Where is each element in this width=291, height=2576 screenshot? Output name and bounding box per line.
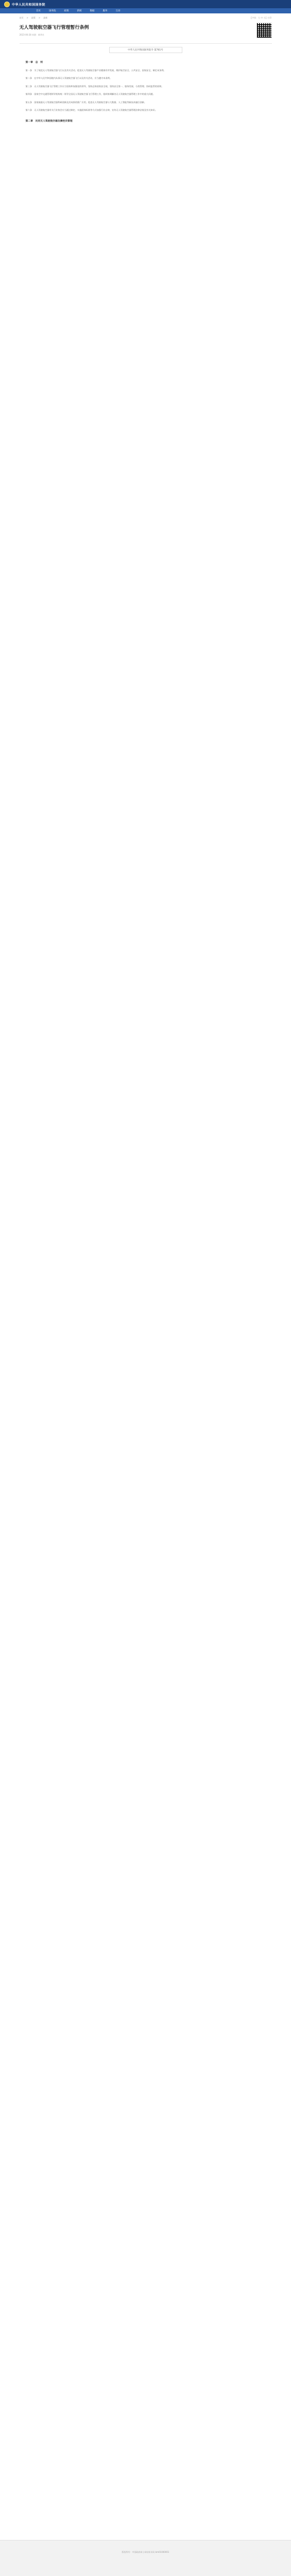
breadcrumb-separator: >: [26, 16, 28, 19]
nav-item-news[interactable]: 新闻: [77, 10, 82, 12]
article-meta: 2023-06-28 来源：新华社: [19, 33, 45, 36]
article-container: [20, 13, 272, 123]
article-paragraph: 第二条 在中华人民共和国境内从事无人驾驶航空器飞行以及有关活动，应当遵守本条例。: [25, 77, 112, 80]
divider: [20, 43, 272, 44]
breadcrumb-separator: >: [38, 16, 41, 19]
chapter-heading: 第一章 总 则: [25, 61, 43, 64]
nav-item-interaction[interactable]: 互动: [115, 10, 121, 12]
breadcrumb-home[interactable]: 首页: [19, 16, 24, 19]
nav-item-state-council[interactable]: 国务院: [49, 10, 56, 12]
page-footer: 版权所有：中国政府网 | 网站标识码 bm01000001: [0, 2540, 291, 2576]
breadcrumb-latest[interactable]: 最新: [43, 16, 48, 19]
nav-item-home[interactable]: 首页: [36, 10, 41, 12]
font-size-controls[interactable]: 【字体：大 中 小】打印: [249, 16, 272, 19]
chapter-heading: 第二章 民用无人驾驶航空器及操控员管理: [25, 120, 73, 123]
site-name[interactable]: 中华人民共和国国务院: [12, 3, 46, 7]
nav-item-policy[interactable]: 政策: [64, 10, 69, 12]
decree-number: 中华人民共和国国务院令 第761号: [109, 47, 182, 53]
main-nav: [0, 8, 291, 13]
national-emblem-icon: [4, 2, 10, 7]
page-title: 无人驾驶航空器飞行管理暂行条例: [19, 25, 89, 30]
top-header: [0, 0, 291, 8]
nav-item-service[interactable]: 服务: [102, 10, 108, 12]
article-paragraph: 第一条 为了规范无人驾驶航空器飞行以及有关活动，促进无人驾驶航空器产业健康有序发展，维护航空安全、公共安全、国家安全，制定本条例。: [25, 69, 166, 72]
article-paragraph: 第四条 国家空中交通管理领导机构统一领导全国无人驾驶航空器飞行管理工作，组织协调解决无人驾驶航空器管理工作中的重大问题。: [25, 93, 155, 96]
article-paragraph: 第六条 无人驾驶航空器有关行业协会应当通过制定、实施团体标准等方式加强行业自律，宣传无人驾驶航空器管理法律法规及有关知识。: [25, 109, 157, 112]
breadcrumb-policy[interactable]: 政策: [31, 16, 36, 19]
article-paragraph: 第五条 国家鼓励无人驾驶航空器科研创新及其成果的推广应用，促进无人驾驶航空器与大数据、人工智能等新技术融合创新。: [25, 100, 147, 104]
qr-code-icon: [256, 23, 272, 38]
article-header: [20, 23, 272, 38]
nav-item-data[interactable]: 数据: [90, 10, 95, 12]
article-body: [20, 60, 272, 123]
article-paragraph: 第三条 无人驾驶航空器飞行管理工作应当坚持和加强党的领导，坚持总体国家安全观，坚持安全第一、服务发展、分类管理、协同监管的原则。: [25, 84, 164, 88]
title-area: [20, 23, 251, 37]
breadcrumb: [20, 16, 272, 20]
